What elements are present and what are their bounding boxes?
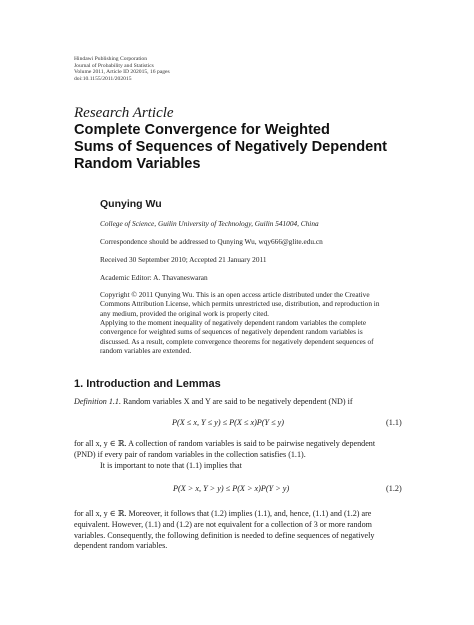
abstract-line: convergence for weighted sums of sequences of negatively dependent random variables is — [100, 327, 363, 337]
equation-number: (1.2) — [386, 484, 402, 493]
title-line: Complete Convergence for Weighted — [74, 122, 330, 138]
definition-label: Definition 1.1. — [74, 397, 121, 406]
equation-1-1: P(X ≤ x, Y ≤ y) ≤ P(X ≤ x)P(Y ≤ y) — [172, 418, 285, 427]
abstract — [100, 318, 402, 356]
article-type: Research Article — [74, 105, 174, 121]
academic-editor — [100, 273, 402, 282]
affiliation — [100, 219, 402, 228]
editor-text: Academic Editor: A. Thavaneswaran — [100, 273, 208, 282]
doi: doi:10.1155/2011/202015 — [74, 75, 132, 82]
paper-title — [74, 122, 404, 173]
copyright-line: any medium, provided the original work is properly cited. — [100, 308, 270, 318]
received-text: Received 30 September 2010; Accepted 21 January 2011 — [100, 255, 267, 264]
journal-name: Journal of Probability and Statistics — [74, 62, 154, 69]
received-dates — [100, 255, 402, 264]
equation-number: (1.1) — [386, 418, 402, 427]
copyright-notice — [100, 290, 402, 318]
correspondence — [100, 237, 402, 246]
body-line: for all x, y ∈ ℝ. A collection of random variables is said to be pairwise negatively dependent — [74, 439, 376, 448]
title-line: Random Variables — [74, 156, 201, 172]
copyright-line: Copyright © 2011 Qunying Wu. This is an open access article distributed under the Creative — [100, 290, 370, 299]
affiliation-text: College of Science, Guilin University of Technology, Guilin 541004, China — [100, 219, 319, 228]
section-heading: 1. Introduction and Lemmas — [74, 378, 221, 390]
body-note — [100, 461, 428, 472]
abstract-line: random variables are extended. — [100, 346, 192, 356]
body-paragraph — [74, 509, 402, 552]
publisher: Hindawi Publishing Corporation — [74, 56, 148, 62]
correspondence-text: Correspondence should be addressed to Qunying Wu, wqy666@glite.edu.cn — [100, 237, 323, 246]
body-paragraph — [74, 439, 402, 461]
body-line: for all x, y ∈ ℝ. Moreover, it follows that (1.2) implies (1.1), and, hence, (1.1) and (1.2) are — [74, 509, 372, 518]
author-name: Qunying Wu — [100, 198, 162, 210]
body-line: variables. Consequently, the following definition is needed to define sequences of negatively — [74, 530, 375, 540]
definition-1-1 — [74, 397, 402, 408]
journal-header — [74, 56, 170, 82]
body-line: (PND) if every pair of random variables in the collection satisfies (1.1). — [74, 449, 306, 459]
body-line: dependent random variables. — [74, 541, 168, 551]
abstract-line: Applying to the moment inequality of negatively dependent random variables the complete — [100, 318, 367, 327]
body-line: equivalent. However, (1.1) and (1.2) are not equivalent for a collection of 3 or more random — [74, 519, 372, 529]
copyright-line: Commons Attribution License, which permits unrestricted use, distribution, and reproduction in — [100, 299, 380, 309]
equation-1-2: P(X > x, Y > y) ≤ P(X > x)P(Y > y) — [173, 484, 290, 493]
volume-info: Volume 2011, Article ID 202015, 16 pages — [74, 69, 170, 76]
title-line: Sums of Sequences of Negatively Dependent — [74, 139, 388, 155]
abstract-line: discussed. As a result, complete convergence theorems for negatively dependent sequences of — [100, 336, 374, 346]
definition-text: Random variables X and Y are said to be negatively dependent (ND) if — [121, 397, 353, 406]
body-line: It is important to note that (1.1) implies that — [100, 461, 242, 470]
